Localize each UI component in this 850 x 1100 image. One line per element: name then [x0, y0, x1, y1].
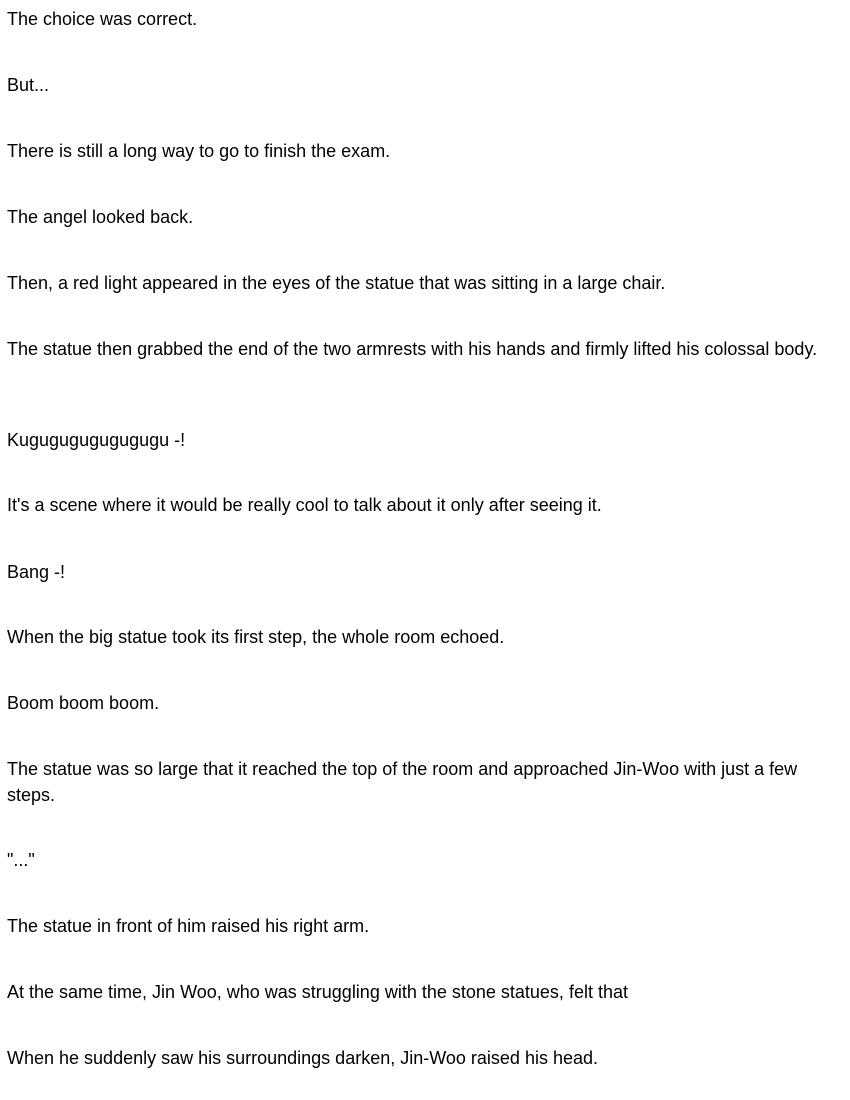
paragraph-14: The statue in front of him raised his right arm.	[7, 916, 370, 936]
paragraph-4: The angel looked back.	[7, 207, 194, 227]
paragraph-9: Bang -!	[7, 562, 66, 582]
paragraph-15: At the same time, Jin Woo, who was struggling with the stone statues, felt that	[7, 982, 628, 1002]
paragraph-6: The statue then grabbed the end of the two armrests with his hands and firmly lifted his colossal body.	[7, 339, 818, 359]
paragraph-16: When he suddenly saw his surroundings darken, Jin-Woo raised his head.	[7, 1048, 598, 1068]
paragraph-13: "..."	[7, 850, 35, 870]
paragraph-7: Kugugugugugugugu -!	[7, 430, 186, 450]
paragraph-8: It's a scene where it would be really cool to talk about it only after seeing it.	[7, 495, 602, 515]
paragraph-5: Then, a red light appeared in the eyes of the statue that was sitting in a large chair.	[7, 273, 666, 293]
paragraph-12: The statue was so large that it reached the top of the room and approached Jin-Woo with just a few steps.	[7, 759, 798, 805]
paragraph-10: When the big statue took its first step, the whole room echoed.	[7, 627, 505, 647]
paragraph-3: There is still a long way to go to finish the exam.	[7, 141, 391, 161]
paragraph-1: The choice was correct.	[7, 9, 198, 29]
paragraph-2: But...	[7, 75, 50, 95]
paragraph-11: Boom boom boom.	[7, 693, 160, 713]
